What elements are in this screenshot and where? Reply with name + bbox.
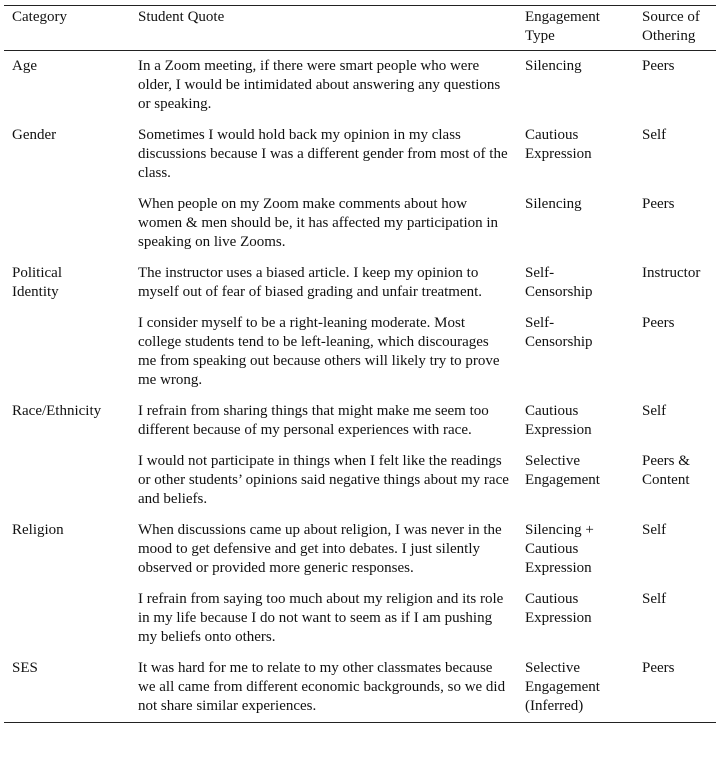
quote-cell-text: When people on my Zoom make comments about how women & men should be, it has affected my participation in speaking on live Zooms.: [138, 196, 499, 250]
source-of-othering-cell-text: Self: [642, 591, 667, 607]
header-source-of-othering: Source of Othering: [642, 9, 700, 44]
engagement-type-cell-text: Cautious Expression: [525, 591, 592, 626]
category-cell: [4, 189, 130, 258]
engagement-type-cell-text: Self- Censorship: [525, 315, 593, 350]
category-cell-text: SES: [12, 660, 38, 676]
header-engagement-type: Engagement Type: [525, 9, 600, 44]
quote-cell: [130, 584, 517, 653]
source-of-othering-cell: [634, 51, 716, 121]
source-of-othering-cell-text: Self: [642, 522, 667, 538]
category-cell: [4, 396, 130, 446]
engagement-type-cell: [517, 258, 634, 308]
table-row: [4, 51, 716, 121]
engagement-type-cell: [517, 120, 634, 189]
source-of-othering-cell: [634, 653, 716, 723]
engagement-type-cell-text: Selective Engagement: [525, 453, 600, 488]
source-of-othering-cell: [634, 584, 716, 653]
table-row: [4, 308, 716, 396]
engagement-type-cell-text: Cautious Expression: [525, 403, 592, 438]
table-row: [4, 396, 716, 446]
engagement-type-cell: [517, 189, 634, 258]
table-header-row: [4, 6, 716, 51]
quote-cell-text: In a Zoom meeting, if there were smart people who were older, I would be intimidated about answering any questions or speaking.: [138, 58, 501, 112]
engagement-type-cell-text: Silencing: [525, 196, 582, 212]
category-cell-text: Political Identity: [12, 265, 62, 300]
engagement-type-cell: [517, 584, 634, 653]
quote-cell-text: Sometimes I would hold back my opinion in my class discussions because I was a different gender from most of the class.: [138, 127, 508, 181]
category-cell: [4, 258, 130, 308]
quote-cell-text: The instructor uses a biased article. I keep my opinion to myself out of fear of biased grading and unfair treatment.: [138, 265, 483, 300]
source-of-othering-cell-text: Peers: [642, 315, 675, 331]
table-row: [4, 584, 716, 653]
table-row: [4, 258, 716, 308]
table-row: [4, 446, 716, 515]
source-of-othering-cell-text: Peers: [642, 196, 675, 212]
category-cell-text: [12, 308, 122, 320]
source-of-othering-cell: [634, 258, 716, 308]
source-of-othering-cell-text: Self: [642, 403, 667, 419]
quote-cell: [130, 258, 517, 308]
category-cell-text: [12, 584, 122, 596]
quote-cell-text: I would not participate in things when I felt like the readings or other students’ opinions said negative things about my race and beliefs.: [138, 453, 509, 507]
category-cell-text: Religion: [12, 522, 64, 538]
category-cell: [4, 584, 130, 653]
quote-cell: [130, 653, 517, 723]
source-of-othering-cell: [634, 308, 716, 396]
source-of-othering-cell: [634, 446, 716, 515]
source-of-othering-cell: [634, 120, 716, 189]
quote-cell: [130, 308, 517, 396]
engagement-type-cell: [517, 446, 634, 515]
source-of-othering-cell: [634, 189, 716, 258]
category-cell: [4, 653, 130, 723]
engagement-type-cell-text: Silencing: [525, 58, 582, 74]
quote-cell: [130, 396, 517, 446]
category-cell: [4, 120, 130, 189]
source-of-othering-cell: [634, 396, 716, 446]
quote-cell: [130, 51, 517, 121]
source-of-othering-cell: [634, 515, 716, 584]
engagement-type-cell: [517, 308, 634, 396]
table-row: [4, 189, 716, 258]
source-of-othering-cell-text: Self: [642, 127, 667, 143]
header-student-quote: Student Quote: [138, 9, 225, 25]
quote-cell: [130, 515, 517, 584]
student-quotes-table: [4, 5, 716, 723]
source-of-othering-cell-text: Peers: [642, 660, 675, 676]
category-cell: [4, 308, 130, 396]
source-of-othering-cell-text: Peers: [642, 58, 675, 74]
header-category: Category: [12, 9, 67, 25]
category-cell-text: Race/Ethnicity: [12, 403, 102, 419]
category-cell: [4, 515, 130, 584]
category-cell-text: Gender: [12, 127, 57, 143]
category-cell-text: [12, 189, 122, 201]
engagement-type-cell-text: Cautious Expression: [525, 127, 592, 162]
source-of-othering-cell-text: Instructor: [642, 265, 701, 281]
quote-cell: [130, 446, 517, 515]
engagement-type-cell: [517, 653, 634, 723]
engagement-type-cell: [517, 396, 634, 446]
engagement-type-cell-text: Selective Engagement (Inferred): [525, 660, 600, 714]
engagement-type-cell: [517, 515, 634, 584]
quote-cell-text: I refrain from sharing things that might make me seem too different because of my personal experiences with race.: [138, 403, 489, 438]
engagement-type-cell-text: Self- Censorship: [525, 265, 593, 300]
engagement-type-cell: [517, 51, 634, 121]
category-cell: [4, 51, 130, 121]
quote-cell: [130, 120, 517, 189]
table-row: [4, 515, 716, 584]
source-of-othering-cell-text: Peers & Content: [642, 453, 690, 488]
table-row: [4, 120, 716, 189]
table-body: [4, 51, 716, 723]
quote-cell: [130, 189, 517, 258]
category-cell-text: [12, 446, 122, 458]
quote-cell-text: I refrain from saying too much about my religion and its role in my life because I do not want to seem as if I am pushing my beliefs onto others.: [138, 591, 504, 645]
quote-cell-text: It was hard for me to relate to my other classmates because we all came from different economic backgrounds, so we did not share similar experiences.: [138, 660, 506, 714]
quote-cell-text: When discussions came up about religion, I was never in the mood to get defensive and get into debates. I just silently observed or provided more generic responses.: [138, 522, 502, 576]
table-row: [4, 653, 716, 723]
quote-cell-text: I consider myself to be a right-leaning moderate. Most college students tend to be left-leaning, which discourages me from speaking out because others will likely try to prove me wrong.: [138, 315, 500, 388]
engagement-type-cell-text: Silencing + Cautious Expression: [525, 522, 594, 576]
category-cell: [4, 446, 130, 515]
category-cell-text: Age: [12, 58, 37, 74]
